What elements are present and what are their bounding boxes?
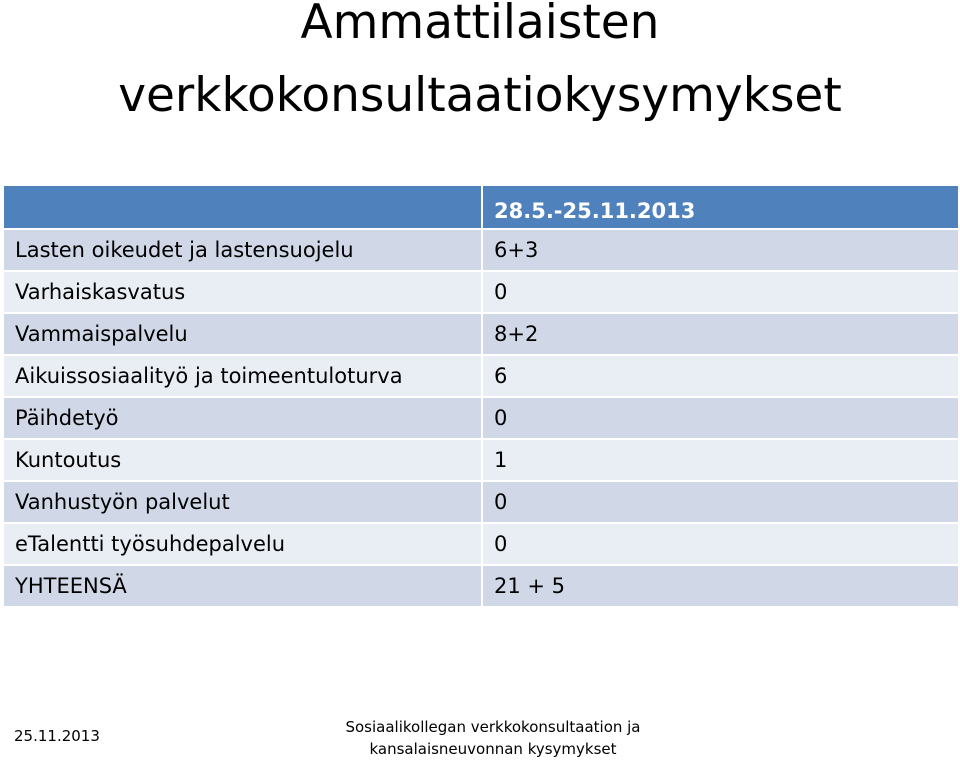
row-value: 0 [481,524,958,566]
table-row [4,482,958,524]
table-row [4,272,958,314]
total-value: 21 + 5 [481,566,958,608]
footer-date: 25.11.2013 [14,727,100,745]
row-label: Kuntoutus [4,440,481,482]
row-label: Vanhustyön palvelut [4,482,481,524]
consultation-table [4,186,958,608]
footer-text-line-2: kansalaisneuvonnan kysymykset [369,740,617,758]
footer-text [330,716,656,760]
header-cell-category [4,186,481,230]
table-row-total [4,566,958,608]
total-label: YHTEENSÄ [4,566,481,608]
row-value: 1 [481,440,958,482]
table-row [4,524,958,566]
row-label: Aikuissosiaalityö ja toimeentuloturva [4,356,481,398]
row-value: 0 [481,272,958,314]
slide-title-line-2: verkkokonsultaatiokysymykset [118,68,842,123]
row-label: Varhaiskasvatus [4,272,481,314]
table-row [4,440,958,482]
row-label: Lasten oikeudet ja lastensuojelu [4,230,481,272]
header-cell-period: 28.5.-25.11.2013 [481,186,958,230]
table-row [4,398,958,440]
row-value: 6+3 [481,230,958,272]
row-value: 0 [481,398,958,440]
table-row [4,230,958,272]
slide-title-line-1: Ammattilaisten [300,0,660,50]
table-row [4,314,958,356]
row-value: 8+2 [481,314,958,356]
row-label: Vammaispalvelu [4,314,481,356]
row-label: eTalentti työsuhdepalvelu [4,524,481,566]
table-row [4,356,958,398]
row-value: 6 [481,356,958,398]
row-label: Päihdetyö [4,398,481,440]
row-value: 0 [481,482,958,524]
footer-text-line-1: Sosiaalikollegan verkkokonsultaation ja [345,718,641,736]
table-header-row [4,186,958,230]
